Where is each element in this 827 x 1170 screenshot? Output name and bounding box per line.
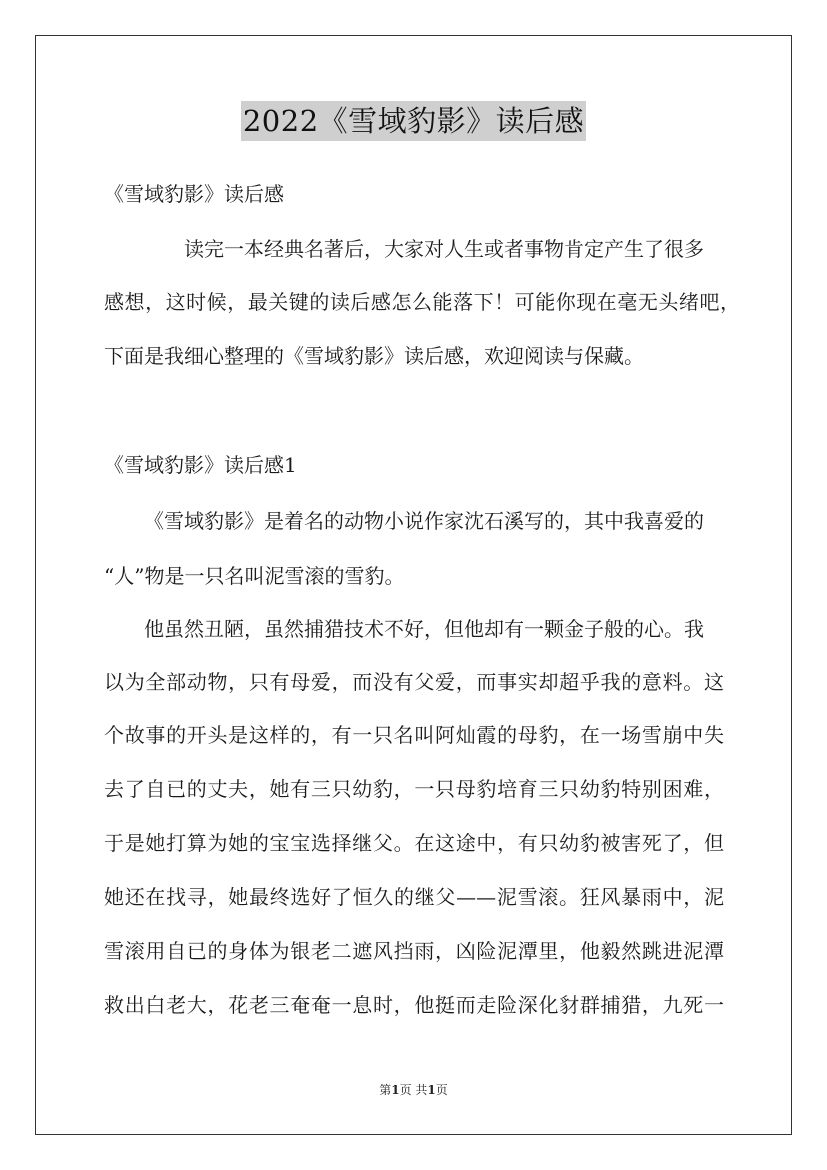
para2-line-4: 去了自已的丈夫，她有三只幼豹，一只母豹培育三只幼豹特别困难，: [104, 777, 724, 801]
intro-line-1: 读完一本经典名著后，大家对人生或者事物肯定产生了很多: [184, 237, 704, 261]
para1-line-2: “人”物是一只名叫泥雪滚的雪豹。: [104, 564, 405, 588]
footer-page-current: 1: [391, 1083, 400, 1097]
para2-line-7: 雪滚用自已的身体为银老二遮风挡雨，凶险泥潭里，他毅然跳进泥潭: [104, 939, 724, 963]
footer-page-total: 1: [427, 1083, 436, 1097]
footer-page-prefix: 第: [379, 1083, 392, 1097]
footer-page-suffix: 页: [435, 1083, 448, 1097]
para1-line-1: 《雪域豹影》是着名的动物小说作家沈石溪写的，其中我喜爱的: [144, 509, 704, 533]
para2-line-2: 以为全部动物，只有母爱，而没有父爱，而事实却超乎我的意料。这: [104, 670, 724, 694]
title-container: [0, 101, 827, 141]
intro-line-2: 感想，这时候，最关键的读后感怎么能落下！可能你现在毫无头绪吧，: [104, 290, 740, 314]
document-title: 2022《雪域豹影》读后感: [241, 101, 586, 141]
para2-line-8: 救出白老大，花老三奄奄一息时，他挺而走险深化豺群捕猎，九死一: [104, 993, 724, 1017]
intro-line-3: 下面是我细心整理的《雪域豹影》读后感，欢迎阅读与保藏。: [104, 344, 644, 368]
para2-line-5: 于是她打算为她的宝宝选择继父。在这途中，有只幼豹被害死了，但: [104, 831, 724, 855]
para2-line-1: 他虽然丑陋，虽然捕猎技术不好，但他却有一颗金子般的心。我: [144, 617, 704, 641]
para2-line-6: 她还在找寻，她最终选好了恒久的继父——泥雪滚。狂风暴雨中，泥: [104, 885, 724, 909]
section-heading: 《雪域豹影》读后感1: [104, 453, 297, 477]
document-subtitle: 《雪域豹影》读后感: [104, 182, 284, 206]
footer-page-mid: 页 共: [399, 1083, 428, 1097]
para2-line-3: 个故事的开头是这样的，有一只名叫阿灿霞的母豹，在一场雪崩中失: [104, 723, 724, 747]
page-footer: [0, 1082, 827, 1098]
